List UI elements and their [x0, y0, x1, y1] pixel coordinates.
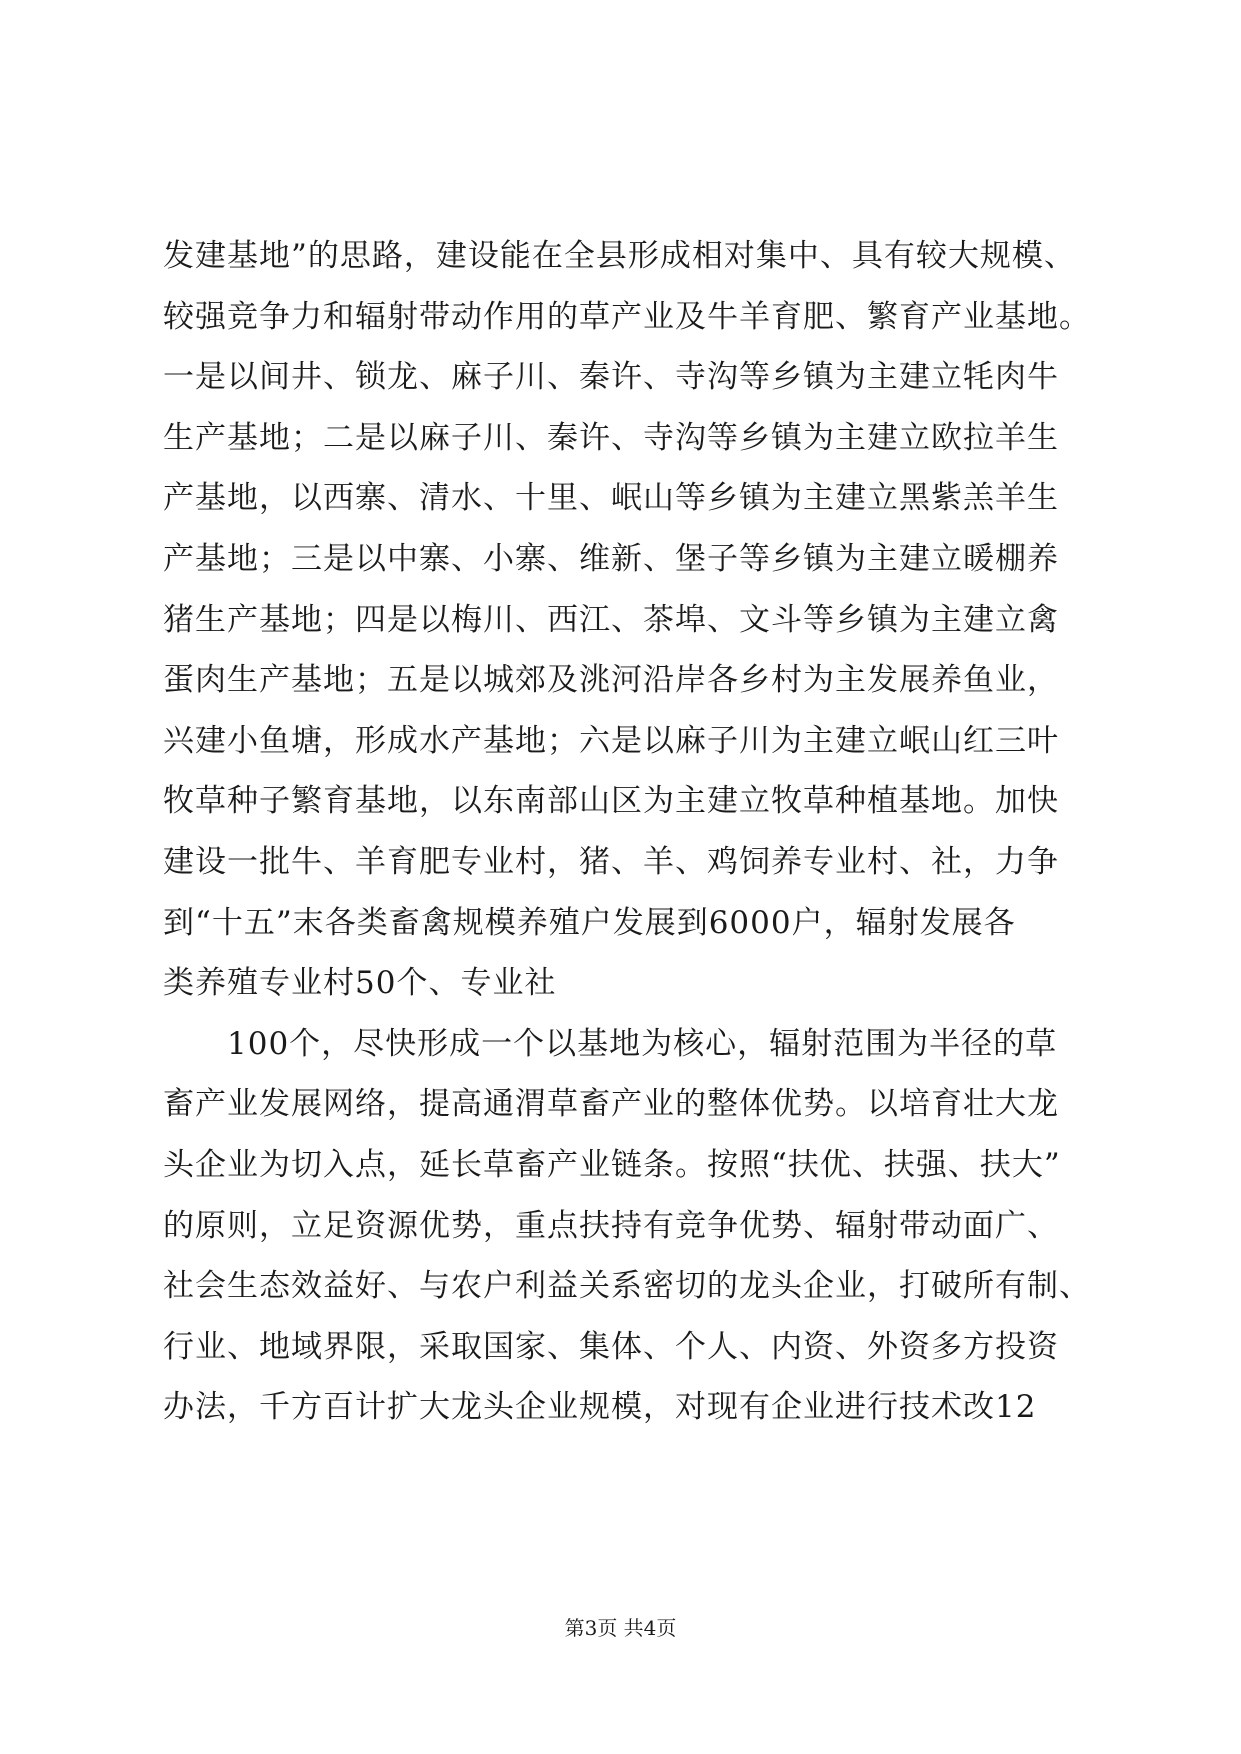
text-line: 到“十五”末各类畜禽规模养殖户发展到6000户，辐射发展各 — [163, 904, 1016, 941]
text-line: 生产基地；二是以麻子川、秦许、寺沟等乡镇为主建立欧拉羊生 — [163, 419, 1059, 456]
text-line: 畜产业发展网络，提高通渭草畜产业的整体优势。以培育壮大龙 — [163, 1086, 1059, 1123]
text-line: 产基地；三是以中寨、小寨、维新、堡子等乡镇为主建立暖棚养 — [163, 540, 1059, 577]
text-line: 猪生产基地；四是以梅川、西江、茶埠、文斗等乡镇为主建立禽 — [163, 601, 1059, 638]
text-line: 一是以间井、锁龙、麻子川、秦许、寺沟等乡镇为主建立牦肉牛 — [163, 359, 1059, 396]
text-line: 类养殖专业村50个、专业社 — [163, 965, 557, 1002]
text-line: 建设一批牛、羊育肥专业村，猪、羊、鸡饲养专业村、社，力争 — [163, 843, 1059, 880]
text-line: 牧草种子繁育基地，以东南部山区为主建立牧草种植基地。加快 — [163, 783, 1059, 820]
text-line: 办法，千方百计扩大龙头企业规模，对现有企业进行技术改12 — [163, 1389, 1037, 1426]
text-line: 发建基地”的思路，建设能在全县形成相对集中、具有较大规模、 — [163, 238, 1076, 274]
text-line: 社会生态效益好、与农户利益关系密切的龙头企业，打破所有制、 — [163, 1268, 1091, 1305]
text-line: 头企业为切入点，延长草畜产业链条。按照“扶优、扶强、扶大” — [163, 1146, 1061, 1183]
page-number-footer: 第3页 共4页 — [564, 1616, 677, 1640]
body-text — [163, 226, 1091, 1438]
text-line: 产基地，以西寨、清水、十里、岷山等乡镇为主建立黑紫羔羊生 — [163, 480, 1059, 517]
text-line: 的原则，立足资源优势，重点扶持有竞争优势、辐射带动面广、 — [163, 1207, 1059, 1244]
text-line: 蛋肉生产基地；五是以城郊及洮河沿岸各乡村为主发展养鱼业， — [163, 662, 1059, 699]
text-line: 较强竞争力和辐射带动作用的草产业及牛羊育肥、繁育产业基地。 — [163, 298, 1091, 335]
paragraph-start-line: 100个，尽快形成一个以基地为核心，辐射范围为半径的草 — [227, 1025, 1058, 1062]
text-line: 行业、地域界限，采取国家、集体、个人、内资、外资多方投资 — [163, 1328, 1059, 1365]
text-line: 兴建小鱼塘，形成水产基地；六是以麻子川为主建立岷山红三叶 — [163, 722, 1059, 759]
